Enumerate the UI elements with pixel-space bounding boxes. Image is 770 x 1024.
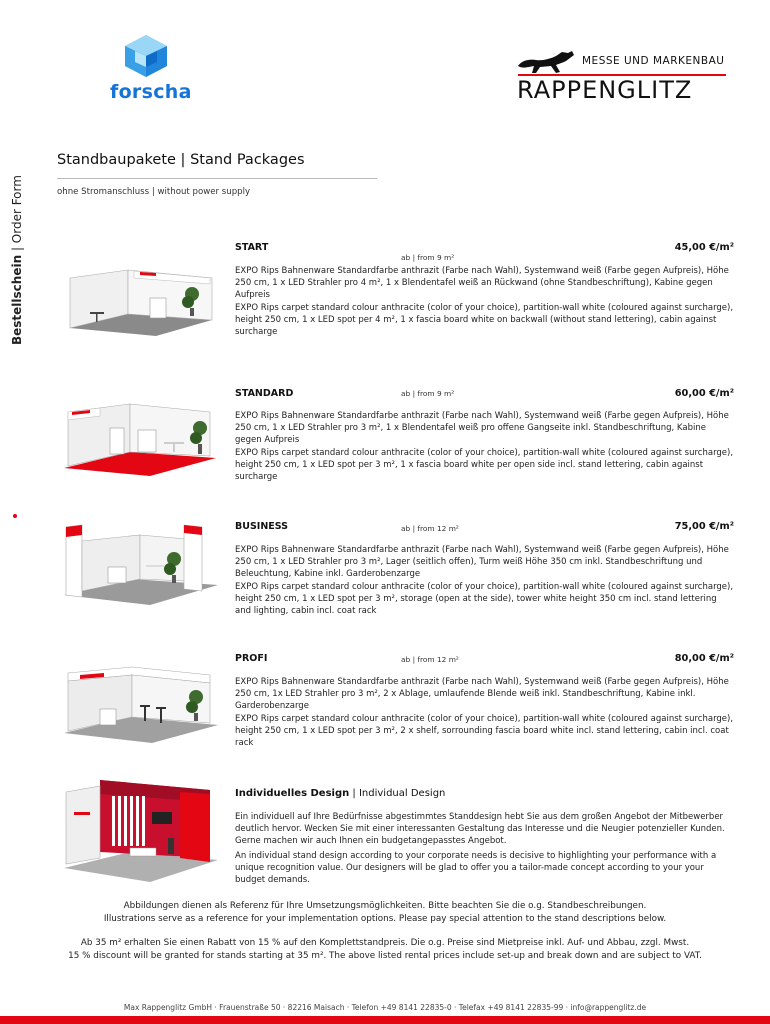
- description-de: EXPO Rips Bahnenware Standardfarbe anthrazit (Farbe nach Wahl), Systemwand weiß (Farbe gegen Aufpreis), Höhe 250 cm, 1 x LED Strahler pro 3 m², 1 x Blendentafel weiß pro offene Gangseite inkl. Standbeschriftung, Kabine gegen Aufpreis: [235, 411, 729, 445]
- package-description: [235, 545, 735, 618]
- rappenglitz-wordmark: RAPPENGLITZ: [517, 76, 693, 104]
- description-en: EXPO Rips carpet standard colour anthracite (color of your choice), partition-wall white (coloured against surcharge), height 250 cm, 1 x LED spot per 4 m², 1 x fascia board white on backwall (without stand lettering), cabin against surcharge: [235, 303, 734, 337]
- rappenglitz-subtitle: MESSE UND MARKENBAU: [582, 55, 725, 67]
- individual-design-description: [235, 812, 735, 887]
- business-booth-illustration: [60, 521, 222, 609]
- forscha-wordmark: forscha: [110, 81, 192, 103]
- footer-address: Max Rappenglitz GmbH · Frauenstraße 50 · 82216 Maisach · Telefon +49 8141 22835-0 · Telefax +49 8141 22835-99 · info@rappenglitz.de: [123, 1003, 647, 1012]
- package-price: 60,00 €/m²: [674, 388, 734, 399]
- start-booth-illustration: [60, 268, 222, 338]
- illustration-note: [0, 900, 770, 925]
- description-en: EXPO Rips carpet standard colour anthracite (color of your choice), partition-wall white (coloured against surcharge), height 250 cm, 1 x LED spot per 3 m², 1 x fascia board white per open side incl. stand lettering, cabin against surcharge: [235, 448, 734, 482]
- discount-de: Ab 35 m² erhalten Sie einen Rabatt von 15 % auf den Komplettstandpreis. Die o.g. Preise sind Mietpreise inkl. Auf- und Abbau, zzgl. Mwst.: [80, 938, 690, 948]
- rappenglitz-logo: [514, 46, 729, 106]
- package-area: ab | from 9 m²: [401, 253, 455, 262]
- package-area: ab | from 12 m²: [401, 524, 459, 533]
- description-de: EXPO Rips Bahnenware Standardfarbe anthrazit (Farbe nach Wahl), Systemwand weiß (Farbe gegen Aufpreis), Höhe 250 cm, 1x LED Strahler pro 3 m², 2 x Ablage, umlaufende Blende weiß inkl. Standbeschriftung, Kabine inkl. Garderobenzarge: [235, 677, 729, 711]
- order-form-label: Bestellschein | Order Form: [10, 175, 24, 345]
- package-title: STANDARD: [235, 388, 294, 399]
- description-de: Ein individuell auf Ihre Bedürfnisse abgestimmtes Standdesign hebt Sie aus dem großen Angebot der Mitbewerber deutlich hervor. Wecken Sie mit einer interessanten Gestaltung das Interesse und die Neugier potenzieller Kunden. Gerne machen wir auch Ihnen ein budgetangepasstes Angebot.: [235, 812, 725, 846]
- standard-booth-illustration: [60, 400, 222, 478]
- profi-booth-illustration: [60, 665, 222, 745]
- page-title: Standbaupakete | Stand Packages: [57, 152, 305, 168]
- description-en: EXPO Rips carpet standard colour anthracite (color of your choice), partition-wall white (coloured against surcharge), height 250 cm, 1 x LED spot per 3 m², 2 x shelf, sorrounding fascia board white incl. stand lettering, cabin incl. coat rack: [235, 714, 734, 748]
- package-description: [235, 411, 735, 484]
- package-price: 45,00 €/m²: [674, 242, 734, 253]
- package-description: [235, 677, 735, 750]
- description-de: EXPO Rips Bahnenware Standardfarbe anthrazit (Farbe nach Wahl), Systemwand weiß (Farbe gegen Aufpreis), Höhe 250 cm, 1 x LED Strahler pro 3 m², Lager (seitlich offen), Turm weiß Höhe 350 cm inkl. Standbeschriftung und Beleuchtung, Kabine inkl. Garderobenzarge: [235, 545, 729, 579]
- forscha-hexagon-icon: [123, 34, 169, 78]
- footer-red-bar: [0, 1016, 770, 1024]
- discount-en: 15 % discount will be granted for stands starting at 35 m². The above listed rental prices include set-up and break down and are subject to VAT.: [68, 950, 702, 961]
- package-description: [235, 266, 735, 339]
- package-area: ab | from 9 m²: [401, 389, 455, 398]
- description-en: An individual stand design according to your corporate needs is decisive to highlighting your performance with a unique recognition value. Our designers will be glad to offer you a tailor-made concept according to your your budget demands.: [235, 851, 717, 885]
- power-note: ohne Stromanschluss | without power supply: [57, 187, 251, 197]
- description-de: EXPO Rips Bahnenware Standardfarbe anthrazit (Farbe nach Wahl), Systemwand weiß (Farbe gegen Aufpreis), Höhe 250 cm, 1 x LED Strahler pro 4 m², 1 x Blendentafel weiß an Rückwand (ohne Standbeschriftung), Kabine gegen Aufpreis: [235, 266, 729, 300]
- forscha-logo: [106, 34, 192, 106]
- title-divider: [57, 178, 377, 179]
- package-area: ab | from 12 m²: [401, 655, 459, 664]
- note-de: Abbildungen dienen als Referenz für Ihre Umsetzungsmöglichkeiten. Bitte beachten Sie die o.g. Standbeschreibungen.: [123, 901, 647, 911]
- individual-design-title: Individuelles Design | Individual Design: [235, 788, 446, 799]
- package-title: PROFI: [235, 653, 268, 664]
- description-en: EXPO Rips carpet standard colour anthracite (color of your choice), partition-wall white (coloured against surcharge), height 250 cm, 1 x LED spot per 3 m², storage (open at the side), tower white height 350 cm incl. stand lettering and lighting, cabin incl. coat rack: [235, 582, 734, 616]
- package-title: START: [235, 242, 269, 253]
- package-price: 80,00 €/m²: [674, 653, 734, 664]
- package-price: 75,00 €/m²: [674, 521, 734, 532]
- individual-booth-illustration: [60, 772, 222, 888]
- package-title: BUSINESS: [235, 521, 289, 532]
- discount-note: [0, 937, 770, 962]
- note-en: Illustrations serve as a reference for your implementation options. Please pay special attention to the stand descriptions below.: [103, 913, 667, 924]
- horse-icon: [516, 50, 578, 74]
- side-dot: [13, 514, 17, 518]
